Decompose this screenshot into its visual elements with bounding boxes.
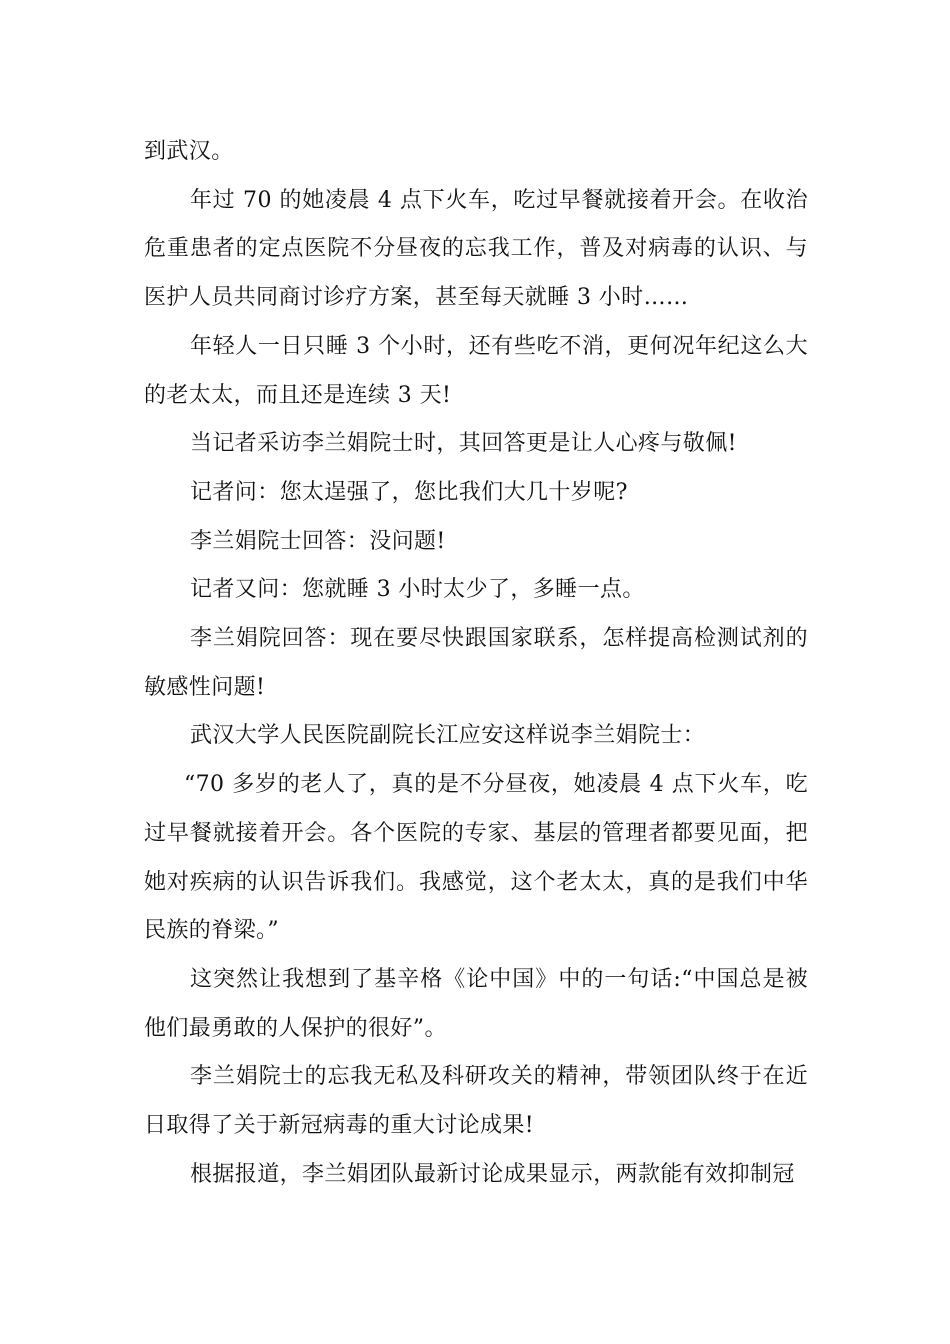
- paragraph-research-spirit: 李兰娟院士的忘我无私及科研攻关的精神，带领团队终于在近日取得了关于新冠病毒的重大讨论成果!: [144, 1064, 808, 1139]
- paragraph-interview-intro: 当记者采访李兰娟院士时，其回答更是让人心疼与敬佩!: [190, 431, 737, 457]
- paragraph-kissinger-reference: 这突然让我想到了基辛格《论中国》中的一句话:“中国总是被他们最勇敢的人保护的很好”。: [144, 966, 808, 1041]
- paragraph-answer-1: 李兰娟院士回答：没问题!: [190, 528, 446, 554]
- paragraph-continuation: 到武汉。: [144, 139, 234, 164]
- paragraph-arrival-schedule: 年过 70 的她凌晨 4 点下火车，吃过早餐就接着开会。在收治危重患者的定点医院不分昼夜的忘我工作，普及对病毒的认识、与医护人员共同商讨诊疗方案，甚至每天就睡 3 小时……: [144, 187, 808, 311]
- paragraph-quote-intro: 武汉大学人民医院副院长江应安这样说李兰娟院士：: [190, 723, 706, 749]
- article-body: [144, 128, 808, 1199]
- paragraph-reporter-question-2: 记者又问：您就睡 3 小时太少了，多睡一点。: [190, 577, 645, 603]
- paragraph-answer-2: 李兰娟院回答：现在要尽快跟国家联系，怎样提高检测试剂的敏感性问题!: [144, 626, 808, 700]
- paragraph-research-report: 根据报道，李兰娟团队最新讨论成果显示，两款能有效抑制冠: [190, 1161, 795, 1187]
- paragraph-reporter-question-1: 记者问：您太逞强了，您比我们大几十岁呢?: [190, 479, 628, 505]
- paragraph-sleep-comparison: 年轻人一日只睡 3 个小时，还有些吃不消，更何况年纪这么大的老太太，而且还是连续 3 天!: [144, 333, 808, 408]
- paragraph-quote: “70 多岁的老人了，真的是不分昼夜，她凌晨 4 点下火车，吃过早餐就接着开会。各个医院的专家、基层的管理者都要见面，把她对疾病的认识告诉我们。我感觉，这个老太太，真的是我们中华民族的脊梁。”: [144, 772, 808, 944]
